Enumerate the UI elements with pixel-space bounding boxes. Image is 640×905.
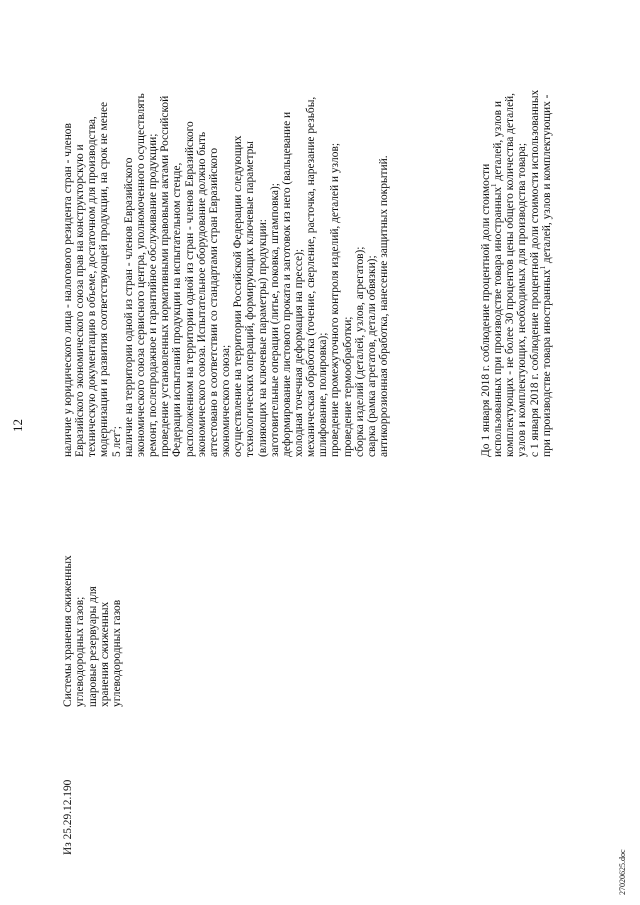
- requirement-line: экономического союза. Испытательное оборудование должно быть: [195, 131, 208, 457]
- requirement-line: антикоррозионная обработка, нанесение защитных покрытий.: [378, 155, 391, 457]
- requirement-line: проведение установленных нормативными правовыми актами Российской: [159, 95, 172, 457]
- requirement-line: ремонт, послепродажное и гарантийное обслуживание продукции;: [147, 133, 160, 457]
- requirement-line: расположенном на территории одной из стран - членов Евразийского: [183, 121, 196, 457]
- requirement-line: механическая обработка (точение, сверление, расточка, нарезание резьбы,: [305, 96, 318, 457]
- localization-line-text: деталей, узлов и: [492, 101, 505, 184]
- requirement-line: сварка (рамка агрегатов, детали обвязки);: [365, 255, 378, 457]
- localization-line: комплектующих - не более 30 процентов цены общего количества деталей,: [504, 93, 517, 457]
- document-filename: 27020625.doc: [618, 849, 627, 895]
- localization-line: узлов и комплектующих, необходимых для производства товара;: [516, 142, 529, 457]
- footnote-marker: 1: [538, 265, 547, 270]
- product-line: углеводородных газов: [111, 599, 124, 707]
- product-description: [62, 462, 123, 707]
- requirement-line: заготовительные операции (литье, поковка, штамповка);: [268, 183, 281, 457]
- localization-line: с 1 января 2018 г. соблюдение процентной доли стоимости использованных: [528, 89, 541, 457]
- page-number: 12: [10, 419, 25, 432]
- footnote-marker: 2: [108, 429, 117, 433]
- requirement-line: экономического союза;: [220, 344, 233, 457]
- localization-line-with-footnote: [538, 7, 553, 457]
- requirement-line: проведение промежуточного контроля изделий, деталей и узлов;: [329, 143, 342, 457]
- product-line: хранения сжиженных: [98, 601, 111, 707]
- requirement-line: Федерации испытаний продукции на испытательном стенде,: [171, 162, 184, 457]
- requirement-line: модернизации и развития соответствующей продукции, на срок не менее: [98, 101, 111, 457]
- requirement-line: экономического союза сервисного центра, уполномоченного осуществлять: [134, 93, 147, 457]
- product-line: шаровые резервуары для: [86, 586, 99, 707]
- requirement-line: холодная точечная деформация на прессе);: [292, 248, 305, 457]
- requirement-line: наличие на территории одной из стран - членов Евразийского: [122, 157, 135, 457]
- requirement-line-with-footnote: [108, 7, 123, 457]
- requirement-line: шлифование, полировка);: [317, 332, 330, 457]
- localization-line-with-footnote: [492, 7, 504, 457]
- requirements-text: [62, 7, 390, 457]
- requirement-line: аттестовано в соответствии со стандартами стран Евразийского: [207, 147, 220, 457]
- product-line: углеводородных газов;: [74, 596, 87, 707]
- requirement-line: технологических операций, формирующих ключевые параметры: [244, 141, 257, 457]
- footnote-suffix: ;: [110, 426, 123, 430]
- requirement-line: осуществление на территории Российской Федерации следующих: [232, 135, 245, 457]
- product-line: Системы хранения сжиженных: [62, 555, 74, 707]
- requirement-line: деформирование листового проката и заготовок из него (вальцевание и: [280, 111, 293, 457]
- requirement-line-text: 5 лет: [110, 432, 123, 457]
- localization-line: До 1 января 2018 г. соблюдение процентной доли стоимости: [480, 163, 492, 457]
- requirement-line: сборка изделий (деталей, узлов, агрегатов);: [353, 246, 366, 457]
- localization-line-text: деталей, узлов и комплектующих -: [540, 94, 553, 266]
- requirement-line: Евразийского экономического союза прав на конструкторскую и: [74, 144, 87, 457]
- requirement-line: проведение термообработки;: [341, 316, 354, 457]
- localization-line-text: использованных при производстве товара иностранных: [492, 186, 505, 457]
- localization-line-text: при производстве товара иностранных: [540, 269, 553, 457]
- requirement-line: техническую документацию в объеме, достаточном для производства,: [86, 116, 99, 457]
- footnote-marker: 1: [490, 183, 499, 187]
- localization-requirements: [480, 7, 553, 457]
- requirement-line: наличие у юридического лица - налогового резидента стран - членов: [62, 123, 74, 457]
- product-code: Из 25.29.12.190: [62, 779, 74, 855]
- requirement-line: (влияющих на ключевые параметры) продукции:: [256, 219, 269, 457]
